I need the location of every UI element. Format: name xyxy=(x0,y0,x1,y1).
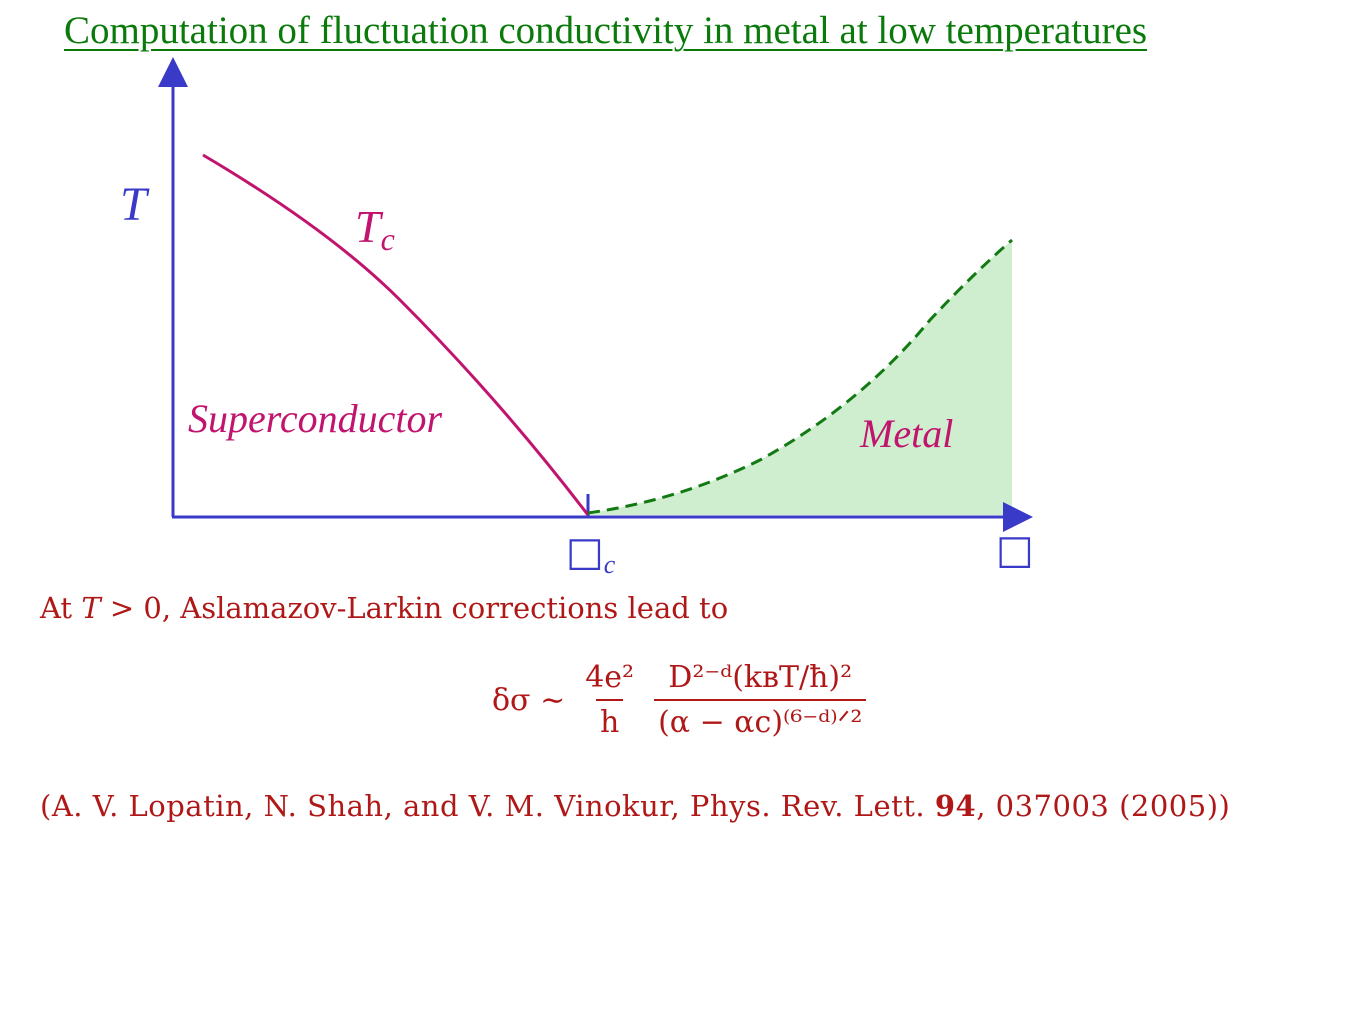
citation-volume: 94 xyxy=(934,789,977,823)
tc-curve-subscript: c xyxy=(380,221,395,257)
y-axis-label: T xyxy=(120,178,147,231)
fraction-prefactor xyxy=(581,660,638,740)
formula-lhs: δσ ∼ xyxy=(492,682,566,718)
conductivity-formula xyxy=(492,660,866,740)
metal-label: Metal xyxy=(860,411,954,456)
metal-region xyxy=(588,240,1012,515)
tc-curve xyxy=(203,155,588,515)
fraction-main xyxy=(654,660,866,740)
superconductor-label: Superconductor xyxy=(188,396,443,441)
x-axis-label: □ xyxy=(996,527,1034,573)
fraction-main-denominator: (α − αc)⁽⁶⁻ᵈ⁾ᐟ² xyxy=(654,699,866,740)
fraction-prefactor-numerator: 4e² xyxy=(585,660,635,695)
critical-point-subscript: c xyxy=(603,550,616,579)
page-title: Computation of fluctuation conductivity in metal at low temperatures xyxy=(64,9,1148,52)
citation: (A. V. Lopatin, N. Shah, and V. M. Vinokur, Phys. Rev. Lett. 94, 037003 (2005)) xyxy=(40,789,1231,823)
fraction-main-numerator: D²⁻ᵈ(kʙT/ħ)² xyxy=(668,660,853,695)
critical-point-label: $□_c$ xyxy=(566,529,616,579)
tc-curve-label: Tc xyxy=(355,201,395,257)
intro-text: At T > 0, Aslamazov-Larkin corrections lead to xyxy=(40,591,729,625)
fraction-prefactor-denominator: h xyxy=(596,699,623,740)
